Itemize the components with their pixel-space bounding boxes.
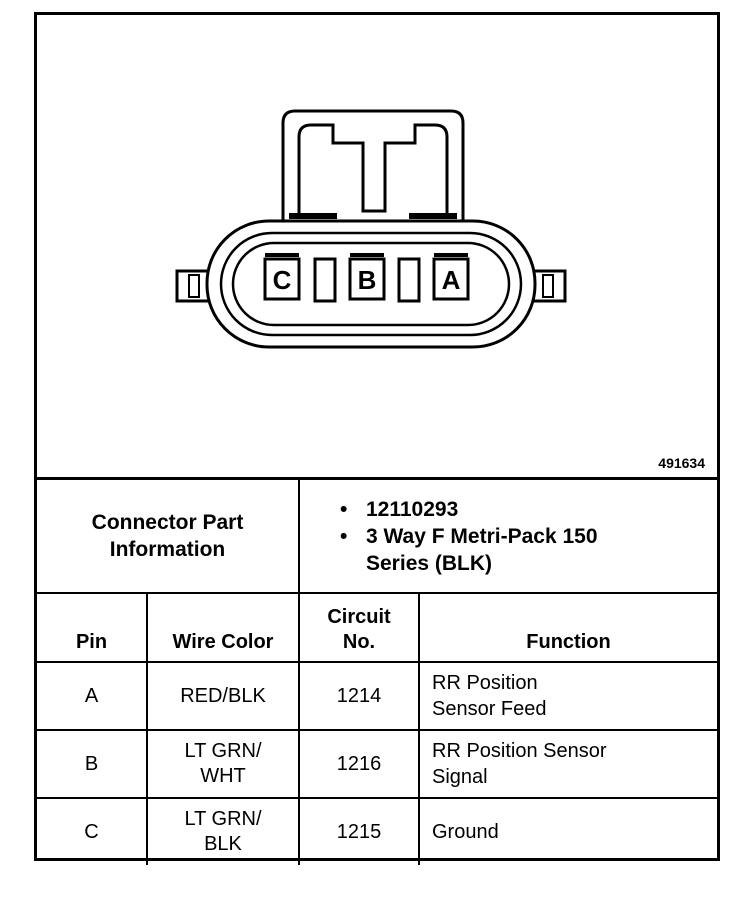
pin-label-a: A	[441, 265, 461, 295]
header-wire-color: Wire Color	[147, 593, 299, 662]
figure-number: 491634	[658, 455, 705, 471]
function-cell	[419, 730, 717, 798]
part-number: • 12110293	[340, 496, 716, 523]
function-line2: Signal	[432, 766, 488, 788]
header-circuit	[299, 593, 419, 662]
pin-cell: B	[37, 730, 147, 798]
function-cell	[419, 798, 717, 865]
header-circuit-line1: Circuit	[327, 606, 391, 628]
connector-drawing	[37, 15, 717, 477]
connector-info-label	[37, 479, 299, 594]
function-cell	[419, 662, 717, 730]
pin-label-c: C	[272, 265, 292, 295]
circuit-cell: 1215	[299, 798, 419, 865]
table-header-row	[37, 593, 717, 662]
connector-diagram	[37, 15, 717, 477]
circuit-cell: 1214	[299, 662, 419, 730]
pin-cell: C	[37, 798, 147, 865]
wire-color-line2: BLK	[204, 833, 242, 855]
connector-info-values	[299, 479, 717, 594]
wire-color-cell	[147, 798, 299, 865]
wire-color-cell	[147, 730, 299, 798]
pin-divider-2	[399, 259, 419, 301]
header-pin: Pin	[37, 593, 147, 662]
header-circuit-line2: No.	[342, 631, 376, 653]
table-row	[37, 662, 717, 730]
header-function: Function	[419, 593, 717, 662]
function-line1: RR Position	[432, 672, 538, 694]
pin-cell: A	[37, 662, 147, 730]
connector-info-label-line1: Connector Part	[91, 511, 244, 534]
table-row	[37, 730, 717, 798]
pin-label-b: B	[357, 265, 377, 295]
connector-sheet	[34, 12, 720, 861]
connector-table	[37, 477, 717, 865]
connector-info-row	[37, 479, 717, 594]
circuit-cell: 1216	[299, 730, 419, 798]
function-line1: Ground	[432, 821, 499, 843]
wire-color-line1: RED/BLK	[180, 684, 266, 707]
function-line2: Sensor Feed	[432, 698, 547, 720]
table-row	[37, 798, 717, 865]
connector-info-label-line2: Information	[109, 538, 226, 561]
connector-description-line2: Series (BLK)	[366, 551, 493, 575]
pin-divider-1	[315, 259, 335, 301]
wire-color-line1: LT GRN/	[184, 740, 262, 762]
wire-color-cell	[147, 662, 299, 730]
wire-color-line1: LT GRN/	[184, 808, 262, 830]
connector-description	[340, 523, 716, 577]
function-line1: RR Position Sensor	[432, 740, 607, 762]
wire-color-line2: WHT	[200, 765, 246, 787]
connector-description-line1: 3 Way F Metri-Pack 150	[366, 524, 598, 548]
